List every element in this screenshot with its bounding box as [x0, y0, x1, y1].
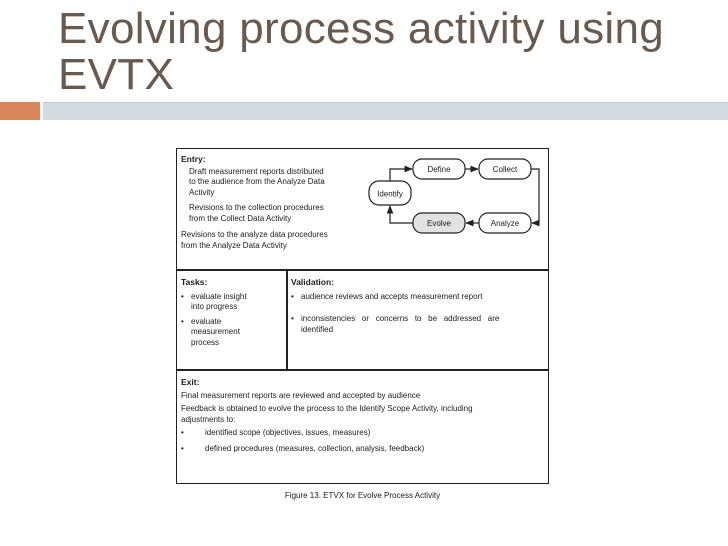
- exit-line-1: Final measurement reports are reviewed and accepted by audience: [181, 390, 421, 400]
- svg-text:Define: Define: [427, 165, 451, 174]
- entry-item-1-line-3: Activity: [189, 187, 215, 197]
- etvx-figure: [176, 148, 549, 484]
- bullet: •: [181, 291, 184, 301]
- tasks-item-2-line-2: measurement: [191, 327, 240, 336]
- title-accent-bar: [43, 102, 728, 120]
- entry-item-3: [181, 230, 365, 251]
- arrow-identify-to-define: [390, 169, 412, 181]
- entry-item-3-line-1: Revisions to the analyze data procedures: [181, 230, 328, 239]
- tasks-heading: Tasks:: [181, 277, 208, 287]
- divider-exit: [177, 369, 548, 371]
- validation-item-1: [291, 292, 547, 303]
- divider-tasks-validation: [286, 269, 288, 369]
- entry-item-2-line-1: Revisions to the collection procedures: [189, 203, 324, 212]
- validation-item-2-line-1: inconsistencies or concerns to be addressed are: [301, 314, 500, 323]
- title-accent-square: [0, 102, 40, 120]
- svg-text:Identify: Identify: [377, 189, 403, 199]
- exit-line-2: Feedback is obtained to evolve the process to the Identify Scope Activity, including: [181, 404, 473, 413]
- exit-section: [181, 377, 545, 454]
- svg-text:Analyze: Analyze: [490, 219, 520, 228]
- entry-heading: Entry:: [181, 154, 206, 164]
- figure-caption: Figure 13. ETVX for Evolve Process Activity: [284, 491, 441, 500]
- collect-node: [479, 159, 531, 179]
- bullet: •: [181, 428, 184, 437]
- process-flow-diagram: [367, 157, 549, 235]
- tasks-section: [181, 277, 281, 348]
- validation-heading: Validation:: [291, 277, 334, 287]
- exit-heading: Exit:: [181, 377, 200, 387]
- validation-section: [291, 277, 547, 335]
- entry-item-2: [181, 203, 365, 224]
- exit-item-1-text: identified scope (objectives, issues, measures): [205, 428, 371, 437]
- validation-item-1-text: audience reviews and accepts measurement report: [301, 291, 483, 301]
- tasks-item-1: [181, 292, 281, 313]
- exit-item-2: [181, 444, 545, 455]
- define-node: [413, 159, 465, 179]
- exit-line-3: adjustments to:: [181, 414, 236, 424]
- bullet: •: [181, 316, 184, 326]
- validation-item-2-line-2: identified: [301, 324, 334, 334]
- slide-title-line-1: Evolving process activity using: [58, 4, 665, 53]
- divider-entry: [177, 269, 548, 271]
- entry-item-2-line-2: from the Collect Data Activity: [189, 213, 292, 223]
- bullet: •: [181, 443, 184, 453]
- entry-section: [181, 154, 365, 251]
- svg-text:Evolve: Evolve: [426, 219, 452, 228]
- exit-item-1: [181, 428, 545, 439]
- identify-node: [369, 181, 411, 205]
- tasks-item-2-line-1: evaluate: [191, 316, 222, 326]
- exit-item-2-text: defined procedures (measures, collection, analysis, feedback): [205, 443, 425, 453]
- tasks-item-2: [181, 317, 281, 349]
- bullet: •: [291, 291, 294, 301]
- arrow-evolve-to-identify: [390, 206, 413, 223]
- arrow-collect-to-analyze: [531, 169, 539, 223]
- svg-text:Collect: Collect: [492, 165, 518, 174]
- entry-item-1: [181, 167, 365, 199]
- tasks-item-1-line-2: into progress: [191, 302, 238, 311]
- slide-title-line-2: EVTX: [58, 50, 175, 99]
- slide-title: [58, 6, 718, 98]
- entry-item-1-line-1: Draft measurement reports distributed: [189, 166, 324, 176]
- tasks-item-1-line-1: evaluate insight: [191, 291, 247, 301]
- tasks-item-2-line-3: process: [191, 337, 220, 347]
- entry-item-3-line-2: from the Analyze Data Activity: [181, 240, 287, 250]
- validation-item-2: [291, 314, 547, 335]
- evolve-node: [413, 213, 465, 233]
- entry-item-1-line-2: to the audience from the Analyze Data: [189, 177, 325, 186]
- bullet: •: [291, 314, 294, 323]
- analyze-node: [479, 213, 531, 233]
